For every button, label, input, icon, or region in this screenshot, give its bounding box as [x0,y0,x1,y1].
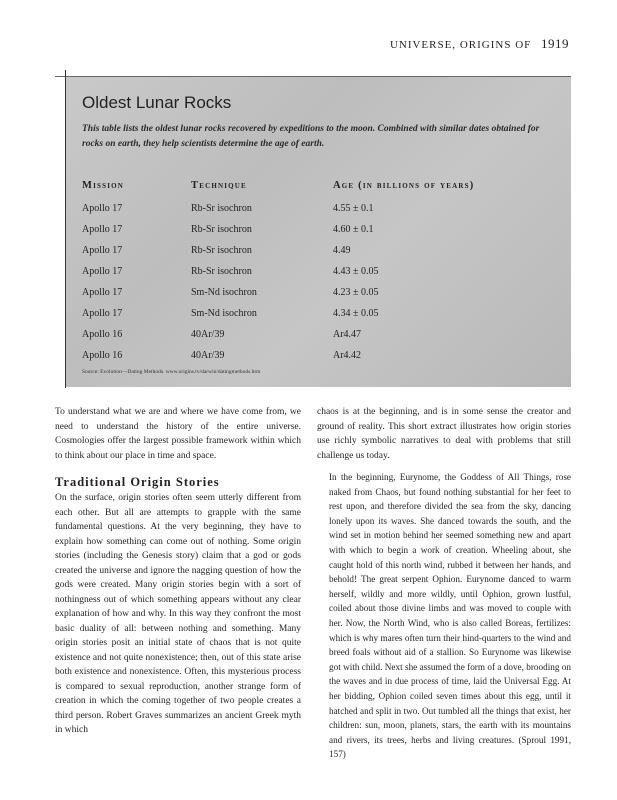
left-intro-paragraph [55,405,301,463]
right-intro-paragraph [317,405,571,463]
cell-age: 4.55 ± 0.1 [333,203,374,214]
table-row [82,303,533,324]
cell-technique: Sm-Nd isochron [191,308,257,319]
cell-mission: Apollo 17 [82,245,123,256]
running-head [390,36,569,52]
cell-age: Ar4.42 [333,350,362,361]
cell-age: 4.34 ± 0.05 [333,308,379,319]
cell-technique: Rb-Sr isochron [191,245,252,256]
cell-age: 4.60 ± 0.1 [333,224,374,235]
cell-mission: Apollo 16 [82,329,123,340]
table-row [82,261,533,282]
cell-technique: 40Ar/39 [191,350,225,361]
running-head-section: UNIVERSE, ORIGINS OF [389,39,532,51]
cell-age: 4.43 ± 0.05 [333,266,379,277]
table-row [82,198,533,219]
cell-technique: Rb-Sr isochron [191,224,252,235]
table-row [82,219,533,240]
cell-mission: Apollo 17 [82,224,123,235]
cell-age: 4.49 [333,245,351,256]
left-body-text: On the surface, origin stories often seem utterly different from each other. But all are attempts to grapple with the same fundamental questions. At the very beginning, they have to explain how something can come out of nothing. Some origin stories (including the Genesis story) claim that a god or gods created the universe and ignore the nagging question of how the gods were created. Many origin stories begin with a sort of nothingness out of which something appears without any clear explanation of how and why. In this way they confront the most basic duality of all: between nothing and something. Many origin stories posit an initial state of chaos that is not quite existence and not quite nonexistence; then, out of this state arise both existence and nonexistence. Often, this mysterious process is compared to sexual reproduction, another strange form of creation in which the coming together of two people creates a third person. Robert Graves summarizes an ancient Greek myth in which [55,493,301,735]
cell-mission: Apollo 17 [82,308,123,319]
cell-technique: 40Ar/39 [191,329,225,340]
cell-age: Ar4.47 [333,329,362,340]
table-row [82,345,533,366]
cell-technique: Sm-Nd isochron [191,287,257,298]
cell-technique: Rb-Sr isochron [191,266,252,277]
column-header-technique: Technique [191,180,247,191]
left-body-paragraph [55,491,301,738]
sidebar-caption: This table lists the oldest lunar rocks recovered by expeditions to the moon. Combined with similar dates obtained for rocks on earth, they help scientists determine the age of earth. [82,124,540,149]
block-quote-text: In the beginning, Eurynome, the Goddess of All Things, rose naked from Chaos, but found nothing substantial for her feet to rest upon, and therefore divided the sea from the sky, dancing lonely upon its waves. She danced towards the south, and the wind set in motion behind her seemed something new and apart with which to begin a work of creation. Wheeling about, she caught hold of this north wind, rubbed it between her hands, and behold! The great serpent Ophion. Eurynome danced to warm herself, wildly and more wildly, until Ophion, grown lustful, coiled about those divine limbs and was moved to couple with her. Now, the North Wind, who is also called Boreas, fertilizes: which is why mares often turn their hind-quarters to the wind and breed foals without aid of a stallion. So Eurynome was likewise got with child. Next she assumed the form of a dove, brooding on the waves and in due process of time, laid the Universal Egg. At her bidding, Ophion coiled seven times about this egg, until it hatched and split in two. Out tumbled all the things that exist, her children: sun, moon, planets, stars, the earth with its mountains and rivers, its trees, herbs and living creatures. (Sproul 1991, 157) [329,472,571,760]
block-quote [329,470,571,762]
cell-mission: Apollo 16 [82,350,123,361]
column-header-age: Age (in billions of years) [333,180,475,191]
cell-technique: Rb-Sr isochron [191,203,252,214]
table-row [82,240,533,261]
cell-mission: Apollo 17 [82,203,123,214]
sidebar-title: Oldest Lunar Rocks [82,93,232,112]
section-heading: Traditional Origin Stories [55,475,220,489]
table-row [82,282,533,303]
table-row [82,324,533,345]
page-number: 1919 [541,36,569,51]
table-source-note: Source: Evolution—Dating Methods. www.origins.tv/darwin/datingmethods.htm [82,369,261,375]
lunar-rocks-table [82,198,533,366]
cell-mission: Apollo 17 [82,287,123,298]
right-intro-text: chaos is at the beginning, and is in some sense the creator and ground of reality. This short extract illustrates how origin stories use richly symbolic narratives to deal with problems that still challenge us today. [317,407,571,461]
cell-age: 4.23 ± 0.05 [333,287,379,298]
cell-mission: Apollo 17 [82,266,123,277]
column-header-mission: Mission [82,180,125,191]
left-intro-text: To understand what we are and where we have come from, we need to understand the history of the entire universe. Cosmologies offer the largest possible framework within which to think about our place in time and space. [55,407,301,461]
